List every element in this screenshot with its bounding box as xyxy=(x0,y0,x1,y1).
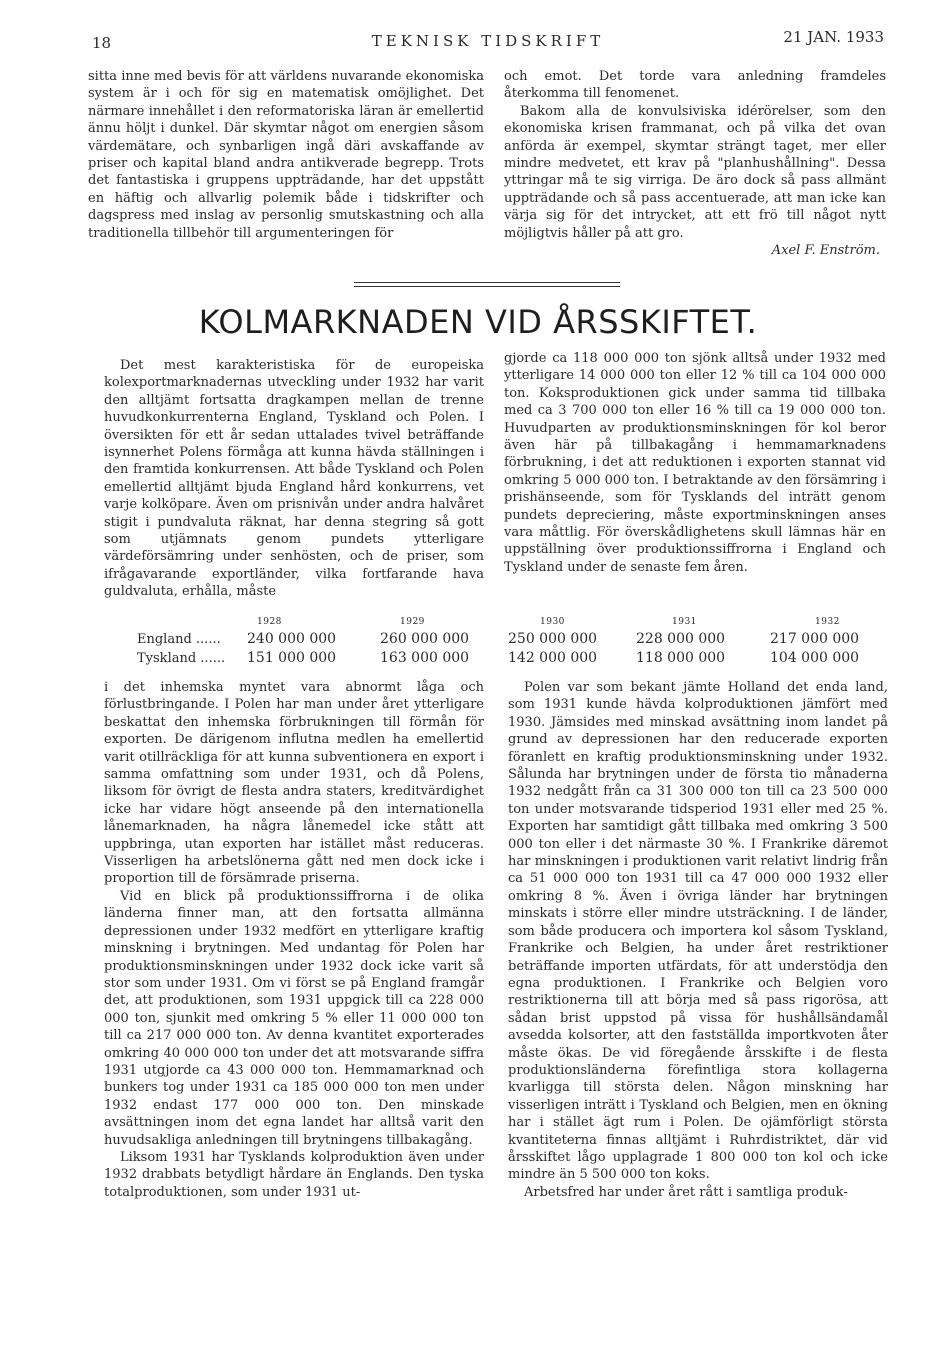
section-divider xyxy=(354,282,620,283)
article-paragraph: Polen var som bekant jämte Holland det enda land, som 1931 kunde hävda kolproduktionen jämfört med 1930. Jämsides med minskad avsättning inom landet på grund av depressionen har den reducerade exporten föranlett en kraftig produktionsminskning under 1932. Sålunda har brytningen under de första tio månaderna 1932 nedgått från ca 31 300 000 ton till ca 23 500 000 ton under motsvarande tidsperiod 1931 eller med 25 %. Exporten har samtidigt gått tillbaka med omkring 3 500 000 ton eller i det närmaste 30 %. I Frankrike däremot har minskningen i produktionen varit relativt lindrig från ca 51 000 000 ton 1931 till ca 47 000 000 1932 eller omkring 8 %. Även i övriga länder har brytningen minskats i större eller mindre utsträckning. I de länder, som både producera och importera kol såsom Tyskland, Frankrike och Belgien, ha under året restriktioner beträffande importen utfärdats, för att understödja den egna produktionen. I Frankrike och Belgien voro restriktionerna till att börja med så pass rigorösa, att sådan brist uppstod på vissa för hushållsändamål avsedda kolsorter, att den fastställda importkvoten åter måste ökas. De vid föregående årsskifte i de flesta produktionsländerna förefintliga stora kollagerna kvarligga till största delen. Någon minskning har visserligen inträtt i Tyskland och Belgien, men en ökning har i stället ägt rum i Polen. De ojämförligt största kvantiteterna finnas alltjämt i Ruhrdistriktet, där vid årsskiftet lågo upplagrade 1 800 000 ton kol och icke mindre än 5 500 000 ton koks. xyxy=(508,680,888,1183)
table-cell: 240 000 000 xyxy=(247,631,337,647)
article-left-column-bottom xyxy=(104,679,484,1201)
table-cell: 250 000 000 xyxy=(508,631,598,647)
table-cell: 228 000 000 xyxy=(636,631,726,647)
table-cell: 163 000 000 xyxy=(380,650,470,666)
article-title: KOLMARKNADEN VID ÅRSSKIFTET. xyxy=(198,303,758,341)
table-year-header: 1930 xyxy=(540,617,565,627)
production-table xyxy=(100,617,870,673)
article-left-column-top xyxy=(104,357,484,601)
page-number: 18 xyxy=(92,34,112,52)
issue-date: 21 JAN. 1933 xyxy=(783,28,884,46)
article-paragraph: Vid en blick på produktionssiffrorna i de olika länderna finner man, att den fortsatta allmänna depressionen under 1932 medfört en ytterligare kraftig minskning i brytningen. Med undantag för Polen har produktionsminskningen under 1932 dock icke varit så stor som under 1931. Om vi först se på England framgår det, att produktionen, som 1931 uppgick till ca 228 000 000 ton, sjunkit med omkring 5 % eller 11 000 000 ton till ca 217 000 000 ton. Av denna kvantitet exporterades omkring 40 000 000 ton under det att motsvarande siffra 1931 utgjorde ca 43 000 000 ton. Hemmamarknad och bunkers tog under 1931 ca 185 000 000 ton men under 1932 endast 177 000 000 ton. Den minskade avsättningen inom det egna landet har alltså varit den huvudsakliga anledningen till brytningens tillbakagång. xyxy=(104,888,484,1148)
article-paragraph: Det mest karakteristiska för de europeiska kolexportmarknadernas utveckling under 1932 har varit den alltjämt fortsatta dragkampen mellan de trenne huvudkonkurrenterna England, Tyskland och Polen. I översikten för ett år sedan uttalades tvivel beträffande isynnerhet Polens förmåga att kunna hävda ställningen i den framtida konkurrensen. Att både Tyskland och Polen emellertid alltjämt bjuda England hård konkurrens, vet varje kolköpare. Även om prisnivån under andra halvåret stigit i pundvaluta räknat, har denna stegring så gott som utjämnats genom pundets ytterligare värdeförsämring under senhösten, och de priser, som ifrågavarande exportländer, vilka fortfarande hava guldvaluta, erhålla, måste xyxy=(104,358,484,600)
table-cell: 217 000 000 xyxy=(770,631,860,647)
section-divider xyxy=(354,286,620,287)
table-row-label: Tyskland ...... xyxy=(137,651,226,666)
prev-article-left-column xyxy=(88,68,484,242)
journal-title: TEKNISK TIDSKRIFT xyxy=(371,32,605,50)
table-year-header: 1931 xyxy=(672,617,697,627)
author-signature: Axel F. Enström. xyxy=(771,243,880,259)
running-header xyxy=(88,28,888,52)
table-year-header: 1929 xyxy=(400,617,425,627)
prev-article-paragraph: och emot. Det torde vara anledning framdeles återkomma till fenomenet. xyxy=(504,69,886,102)
article-paragraph: i det inhemska myntet vara abnormt låga och förlustbringande. I Polen har man under året ytterligare beskattat den inhemska förbrukningen till förmån för exporten. De därigenom influtna medlen ha emellertid varit otillräckliga för att kunna subventionera en export i samma omfattning som under 1931, och då Polens, liksom för övrigt de flesta andra staters, kreditvärdighet icke har vidare högt anseende på den internationella lånemarknaden, ha några lånemedel icke stått att uppbringa, utan exporten har istället måst reduceras. Visserligen ha arbetslönerna gått ned men dock icke i proportion till de försämrade priserna. xyxy=(104,680,484,887)
prev-article-right-column xyxy=(504,68,886,259)
table-year-header: 1932 xyxy=(815,617,840,627)
table-cell: 260 000 000 xyxy=(380,631,470,647)
article-paragraph: Liksom 1931 har Tysklands kolproduktion även under 1932 drabbats betydligt hårdare än Englands. Den tyska totalproduktionen, som under 1931 ut- xyxy=(104,1149,484,1200)
prev-article-paragraph: Bakom alla de konvulsiviska idérörelser, som den ekonomiska krisen frammanat, och på vilka det ovan anförda är exempel, skymtar strängt taget, mer eller mindre medvetet, ett krav på "planhushållning". Dessa yttringar må te sig virriga. De äro dock så pass allmänt uppträdande och så pass accentuerade, att man icke kan värja sig för det intrycket, att ett frö till något nytt möjligtvis håller på att gro. xyxy=(504,103,886,241)
table-row-label: England ...... xyxy=(137,632,221,647)
article-paragraph: gjorde ca 118 000 000 ton sjönk alltså under 1932 med ytterligare 14 000 000 ton eller 12 % till ca 104 000 000 ton. Koksproduktionen gick under samma tid tillbaka med ca 3 700 000 ton eller 16 % till ca 19 000 000 ton. Huvudparten av produktionsminskningen för kol beror även här på tillbakagång i hemmamarknadens förbrukning, i det att reduktionen i exporten stannat vid omkring 5 000 000 ton. I betraktande av den försämring i prishänseende, som för Tysklands del inträtt genom pundets depreciering, måste exportminskningen anses vara måttlig. För överskådlighetens skull lämnas här en uppställning över produktionssiffrorna i England och Tyskland under de senaste fem åren. xyxy=(504,351,886,575)
article-paragraph: Arbetsfred har under året rått i samtliga produk- xyxy=(524,1184,848,1200)
table-cell: 142 000 000 xyxy=(508,650,598,666)
prev-article-paragraph: sitta inne med bevis för att världens nuvarande ekonomiska system är i och för sig en matematisk omöjlighet. Det närmare innehållet i den reformatoriska läran är emellertid ännu höljt i dunkel. Där skymtar något om energien såsom värdemätare, och synbarligen ingå däri avskaffande av priser och kapital bland andra antikverade begrepp. Trots det fantastiska i gruppens uppträdande, har det uppstått en häftig och allvarlig polemik både i tidskrifter och dagspress med inslag av personlig smutskastning och alla traditionella tillbehör till argumenteringen för xyxy=(88,69,484,241)
table-cell: 151 000 000 xyxy=(247,650,337,666)
table-year-header: 1928 xyxy=(257,617,282,627)
table-cell: 118 000 000 xyxy=(636,650,726,666)
article-right-column-bottom xyxy=(508,679,888,1201)
table-cell: 104 000 000 xyxy=(770,650,860,666)
article-right-column-top xyxy=(504,350,886,576)
